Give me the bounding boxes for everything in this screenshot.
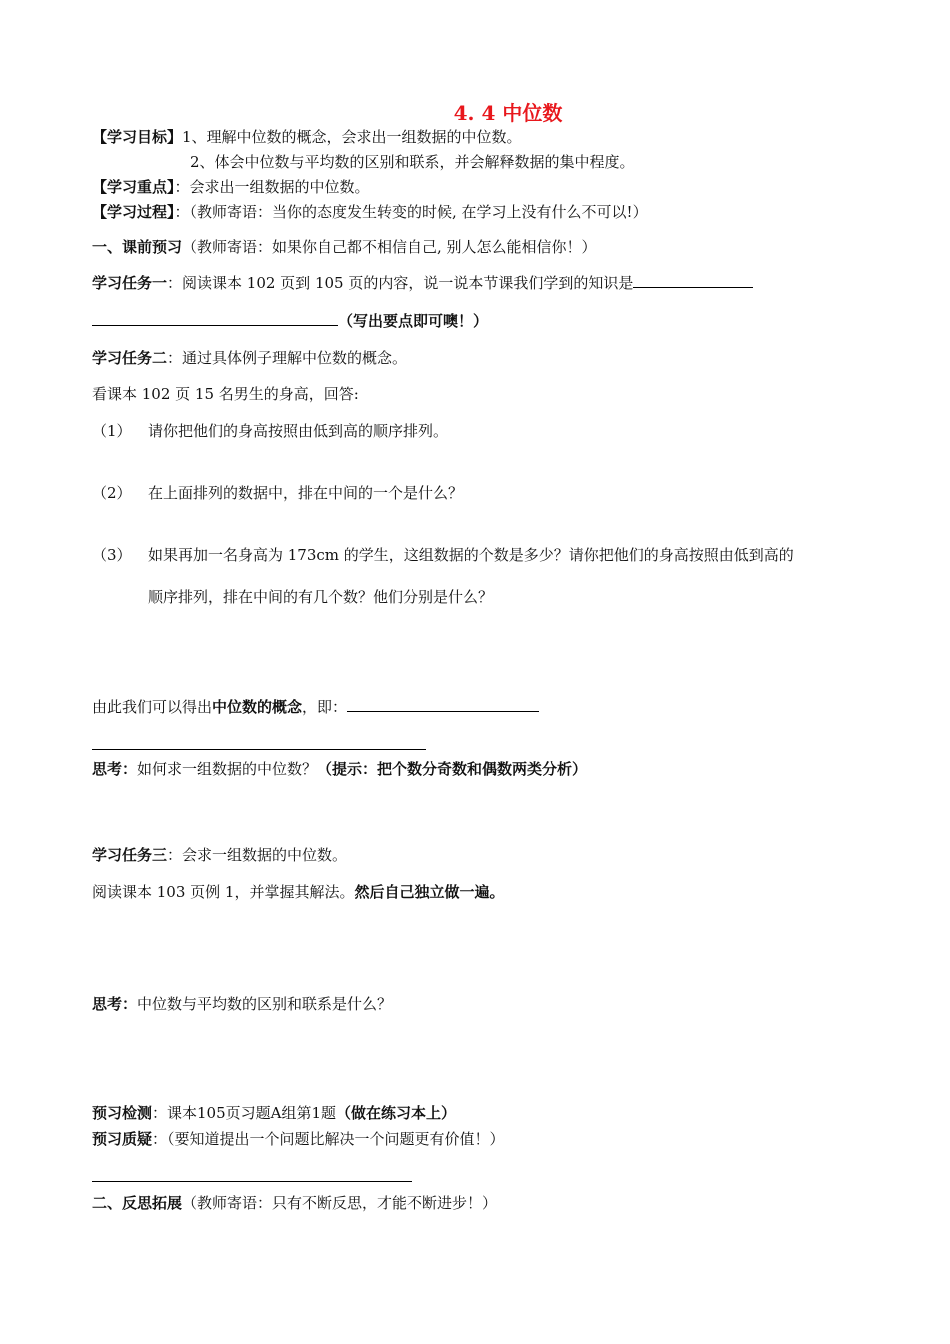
task-1-note: （写出要点即可噢！） xyxy=(338,312,489,330)
think-2-label: 思考： xyxy=(92,995,138,1013)
answer-line[interactable] xyxy=(92,1181,412,1182)
task-3-read-bold: 然后自己独立做一遍。 xyxy=(354,883,505,901)
question-2-text: 在上面排列的数据中，排在中间的一个是什么？ xyxy=(148,484,464,502)
think-1-label: 思考： xyxy=(92,760,138,778)
task-3-label: 学习任务三 xyxy=(92,846,168,864)
task-2-text: ：通过具体例子理解中位数的概念。 xyxy=(167,349,408,367)
check-line xyxy=(92,1103,456,1123)
question-line xyxy=(92,1129,505,1149)
concept-term: 中位数的概念 xyxy=(212,698,303,716)
process-label: 【学习过程】 xyxy=(92,203,175,221)
task-1-text: ：阅读课本 102 页到 105 页的内容，说一说本节课我们学到的知识是 xyxy=(167,274,634,292)
page-title: 4. 4 中位数 xyxy=(453,101,563,125)
think-1-text: 如何求一组数据的中位数？ xyxy=(137,760,318,778)
question-1-text: 请你把他们的身高按照由低到高的顺序排列。 xyxy=(148,422,449,440)
check-text: ：课本105页习题A组第1题 xyxy=(152,1104,337,1122)
section-2-heading xyxy=(92,1193,497,1213)
section-2-text: （教师寄语：只有不断反思，才能不断进步！） xyxy=(182,1194,498,1212)
section-1-heading xyxy=(92,237,597,257)
objectives-line-1 xyxy=(92,127,522,147)
section-1-label: 一、课前预习 xyxy=(92,238,183,256)
question-2 xyxy=(92,483,463,503)
concept-pre: 由此我们可以得出 xyxy=(92,698,213,716)
process-text: ：（教师寄语：当你的态度发生转变的时候, 在学习上没有什么不可以!） xyxy=(174,203,648,221)
focus-label: 【学习重点】 xyxy=(92,178,175,196)
question-text: ：（要知道提出一个问题比解决一个问题更有价值！） xyxy=(152,1130,505,1148)
question-3-text-2: 顺序排列，排在中间的有几个数？他们分别是什么？ xyxy=(148,588,494,606)
answer-blank[interactable] xyxy=(92,311,338,326)
check-label: 预习检测 xyxy=(92,1104,153,1122)
question-3 xyxy=(92,545,794,565)
question-3-number: （3） xyxy=(92,546,132,564)
task-1-line-2 xyxy=(92,311,488,331)
think-2-text: 中位数与平均数的区别和联系是什么？ xyxy=(137,995,393,1013)
question-1-number: （1） xyxy=(92,422,132,440)
process-line xyxy=(92,202,648,222)
task-3-line xyxy=(92,845,347,865)
task-1-line xyxy=(92,273,753,293)
section-1-text: （教师寄语：如果你自己都不相信自己, 别人怎么能相信你！） xyxy=(182,238,597,256)
check-bold: （做在练习本上） xyxy=(336,1104,457,1122)
question-label: 预习质疑 xyxy=(92,1130,153,1148)
focus-text: ：会求出一组数据的中位数。 xyxy=(174,178,370,196)
question-3-text: 如果再加一名身高为 173cm 的学生，这组数据的个数是多少？请你把他们的身高按照由低到高的 xyxy=(148,546,794,564)
concept-line xyxy=(92,697,539,717)
task-3-read-text: 阅读课本 103 页例 1，并掌握其解法。 xyxy=(92,883,355,901)
section-2-label: 二、反思拓展 xyxy=(92,1194,183,1212)
answer-line[interactable] xyxy=(92,749,426,750)
think-1-line xyxy=(92,759,587,779)
task-3-read xyxy=(92,882,505,902)
think-1-hint: （提示：把个数分奇数和偶数两类分析） xyxy=(317,760,588,778)
think-2-line xyxy=(92,994,392,1014)
task-1-label: 学习任务一 xyxy=(92,274,168,292)
question-2-number: （2） xyxy=(92,484,132,502)
concept-post: ，即： xyxy=(302,698,348,716)
objective-2: 2、体会中位数与平均数的区别和联系，并会解释数据的集中程度。 xyxy=(190,153,635,171)
objective-1: 1、理解中位数的概念，会求出一组数据的中位数。 xyxy=(182,128,522,146)
focus-line xyxy=(92,177,370,197)
objectives-line-2 xyxy=(92,152,635,172)
answer-blank[interactable] xyxy=(633,273,753,288)
question-3-continued xyxy=(92,587,493,607)
objectives-label: 【学习目标】 xyxy=(92,128,183,146)
task-2-line xyxy=(92,348,407,368)
task-2-label: 学习任务二 xyxy=(92,349,168,367)
question-1 xyxy=(92,421,448,441)
answer-blank[interactable] xyxy=(347,697,539,712)
task-3-text: ：会求一组数据的中位数。 xyxy=(167,846,348,864)
task-2-intro: 看课本 102 页 15 名男生的身高，回答: xyxy=(92,385,359,403)
